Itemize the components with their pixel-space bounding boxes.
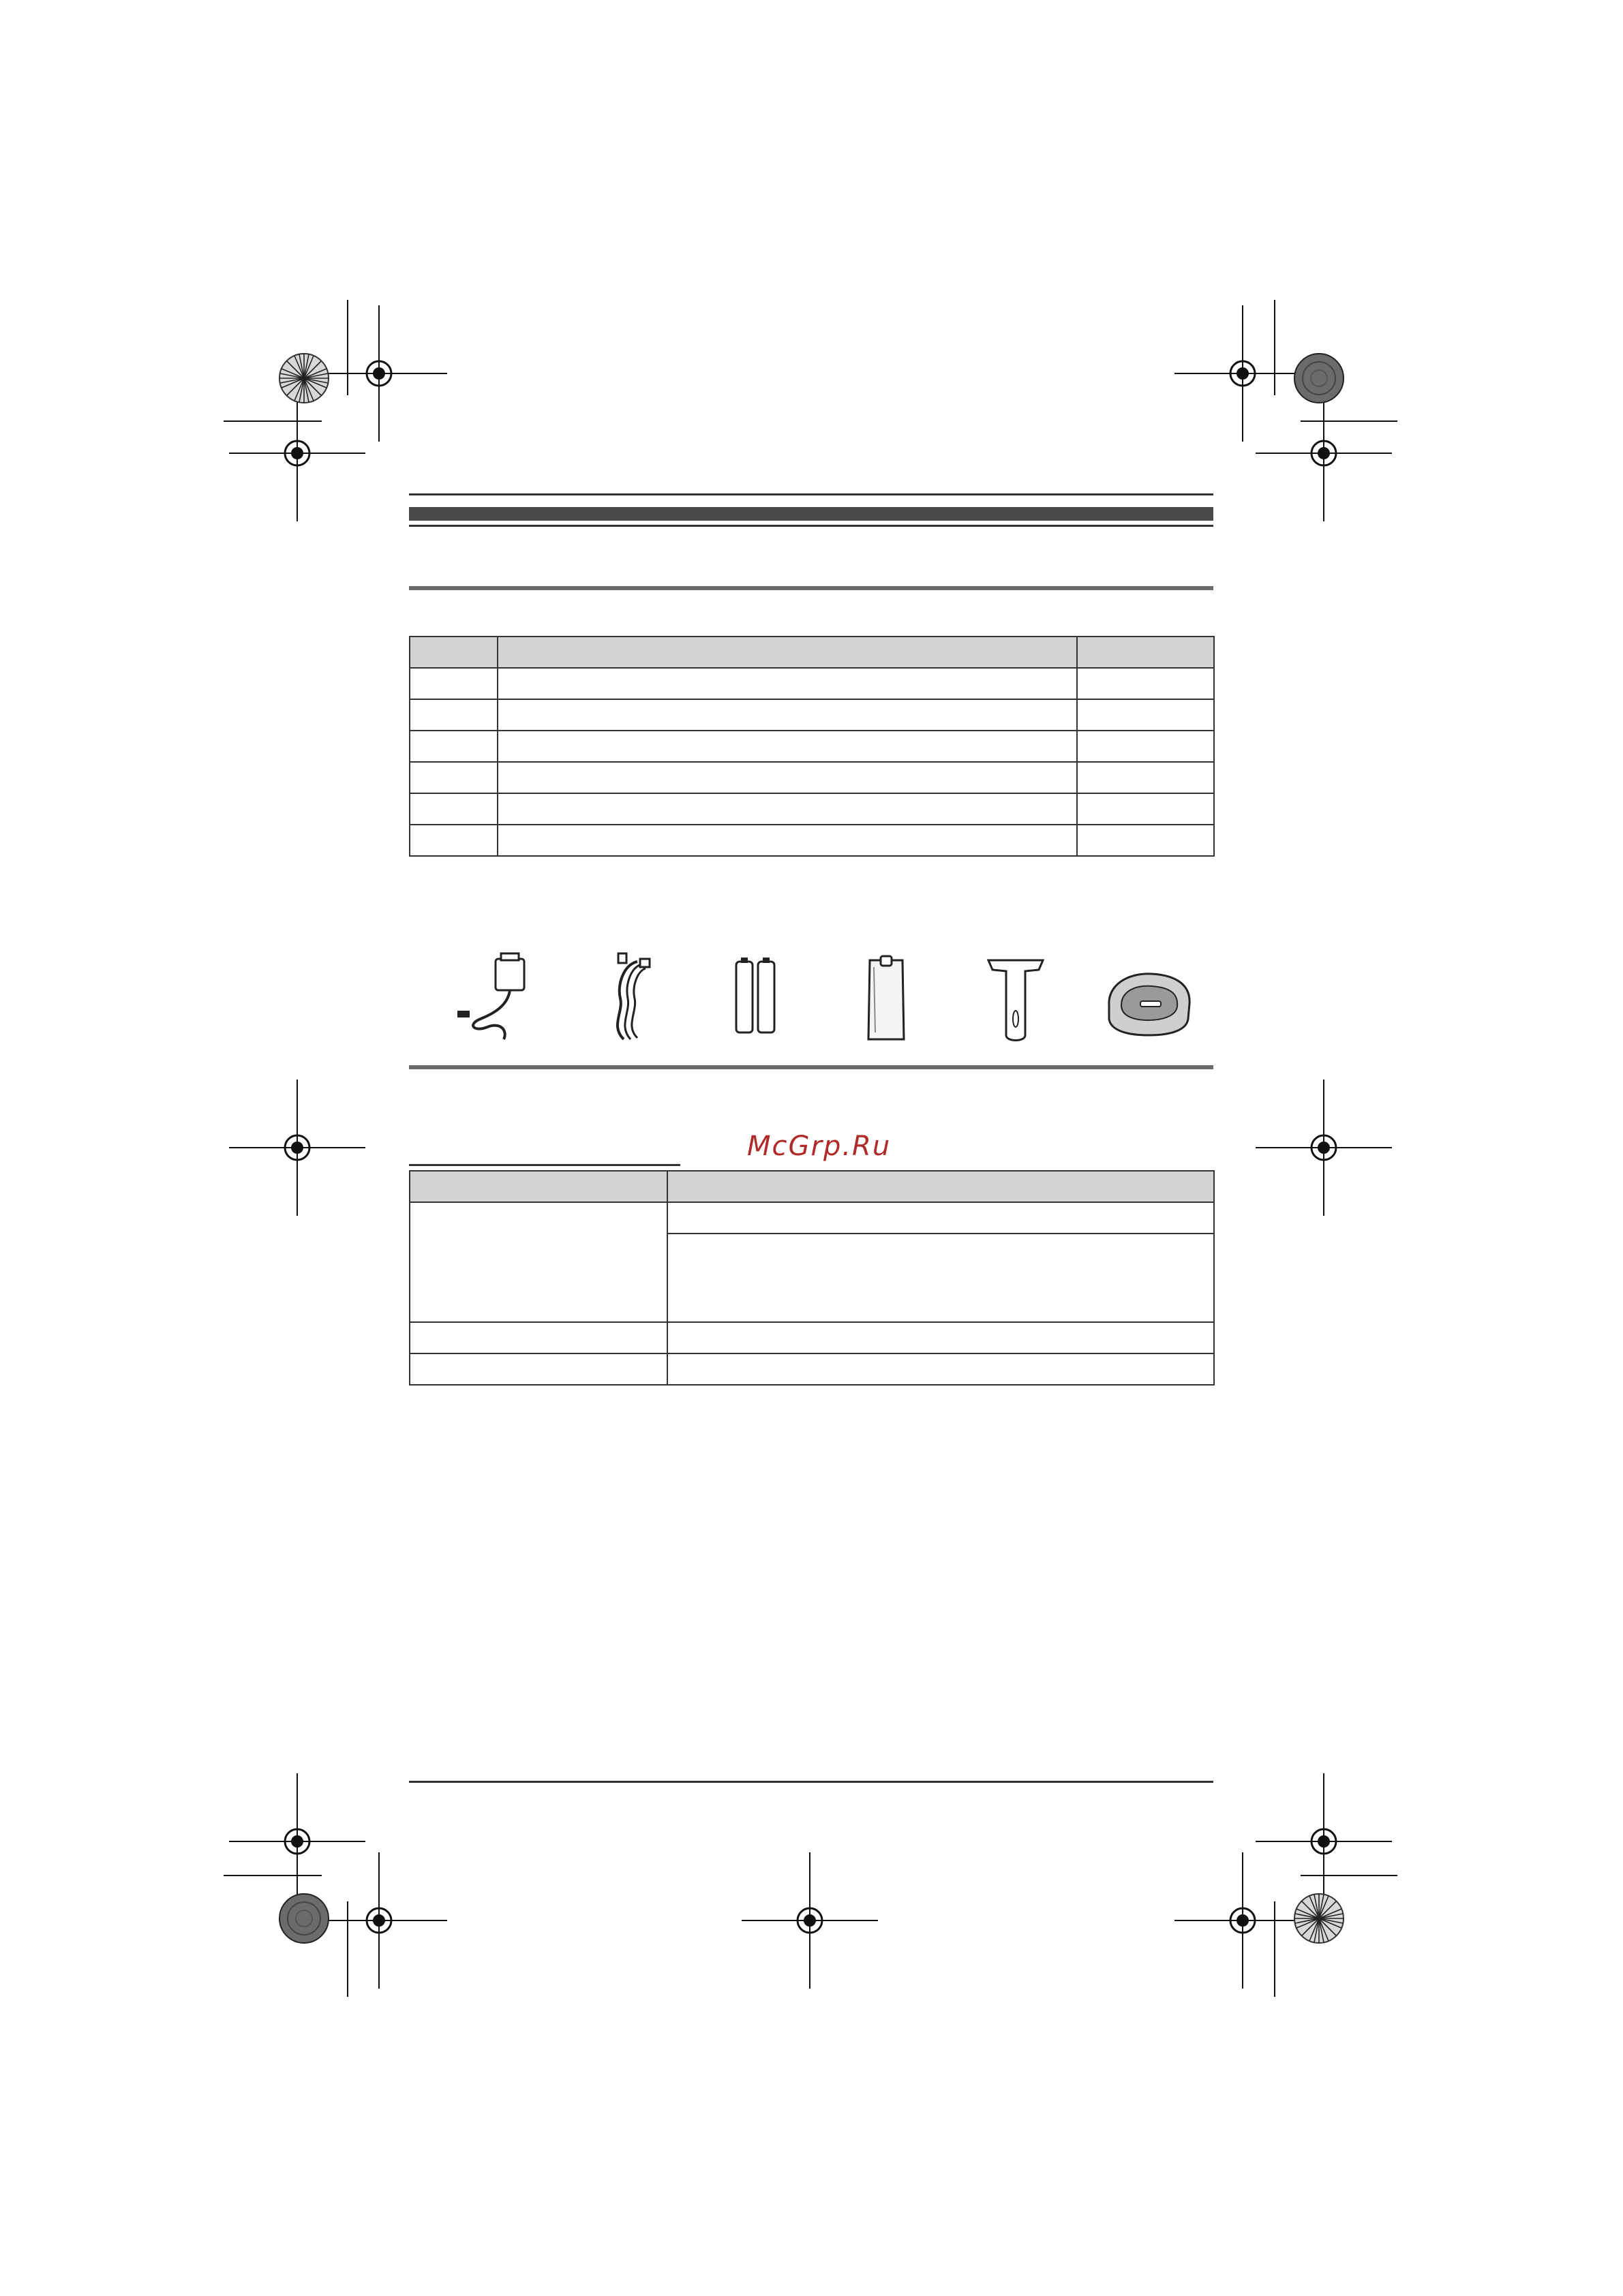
wheel-bottom-left — [279, 1894, 329, 1943]
belt-clip-icon — [968, 951, 1063, 1046]
spec-table — [409, 1170, 1215, 1386]
crosshair-top-right — [1174, 305, 1311, 442]
accessory-table-header — [410, 637, 1214, 668]
table-cell — [410, 762, 498, 793]
table-cell — [410, 731, 498, 762]
table-cell — [667, 1234, 1214, 1322]
wheel-bottom-right — [1294, 1894, 1344, 1943]
section-rule-2 — [409, 1065, 1213, 1069]
header-cell — [498, 637, 1077, 668]
table-cell — [410, 1322, 667, 1353]
table-row — [410, 1353, 1214, 1385]
watermark: McGrp.Ru — [747, 1131, 892, 1162]
crosshair-mid-right — [1256, 1080, 1392, 1216]
wheel-top-right — [1294, 354, 1344, 403]
batteries-icon — [709, 951, 804, 1046]
table-row — [410, 668, 1214, 699]
crosshair-bottom-center — [742, 1852, 878, 1989]
table-cell — [498, 668, 1077, 699]
table-cell — [498, 699, 1077, 731]
footer-rule — [409, 1781, 1213, 1783]
table-row — [410, 793, 1214, 825]
table-cell — [1077, 699, 1214, 731]
table-row — [410, 762, 1214, 793]
header-cell — [667, 1171, 1214, 1202]
table-row — [410, 1322, 1214, 1353]
table-cell — [1077, 825, 1214, 856]
table-cell — [1077, 731, 1214, 762]
header-cell — [1077, 637, 1214, 668]
table-cell — [667, 1202, 1214, 1234]
telephone-line-cord-icon — [583, 951, 678, 1046]
charger-icon — [1101, 951, 1196, 1046]
section-rule-1 — [409, 586, 1213, 590]
table-row — [410, 825, 1214, 856]
header-thin-rule-bottom — [409, 525, 1213, 527]
crosshair-mid-left — [229, 1080, 365, 1216]
wheel-top-left — [279, 354, 329, 403]
table-row — [410, 699, 1214, 731]
header-thin-rule-top — [409, 493, 1213, 495]
table-cell — [410, 1353, 667, 1385]
table-cell — [410, 668, 498, 699]
table-cell — [410, 793, 498, 825]
crosshair-lower-left — [229, 1773, 365, 1910]
handset-cover-icon — [838, 951, 934, 1046]
table-cell — [1077, 668, 1214, 699]
table-row — [410, 1202, 1214, 1234]
table-cell — [498, 793, 1077, 825]
table-cell — [410, 825, 498, 856]
crosshair-top-left — [311, 305, 447, 442]
crosshair-upper-right — [1256, 385, 1392, 521]
crosshair-upper-left — [229, 385, 365, 521]
header-cell — [410, 1171, 667, 1202]
table-cell — [498, 762, 1077, 793]
table-cell — [498, 731, 1077, 762]
table-cell — [1077, 793, 1214, 825]
table-cell — [498, 825, 1077, 856]
crosshair-lower-right — [1256, 1773, 1392, 1910]
table-row — [410, 731, 1214, 762]
header-bar — [409, 507, 1213, 521]
ac-adaptor-icon — [453, 951, 549, 1046]
header-cell — [410, 637, 498, 668]
crosshair-bottom-right — [1174, 1852, 1311, 1989]
crosshair-bottom-left — [311, 1852, 447, 1989]
subheading-underline — [409, 1164, 680, 1166]
table-cell — [667, 1322, 1214, 1353]
table-cell — [1077, 762, 1214, 793]
accessory-table — [409, 636, 1215, 857]
table-cell — [410, 699, 498, 731]
table-cell — [667, 1353, 1214, 1385]
table-cell — [410, 1202, 667, 1322]
spec-table-header — [410, 1171, 1214, 1202]
